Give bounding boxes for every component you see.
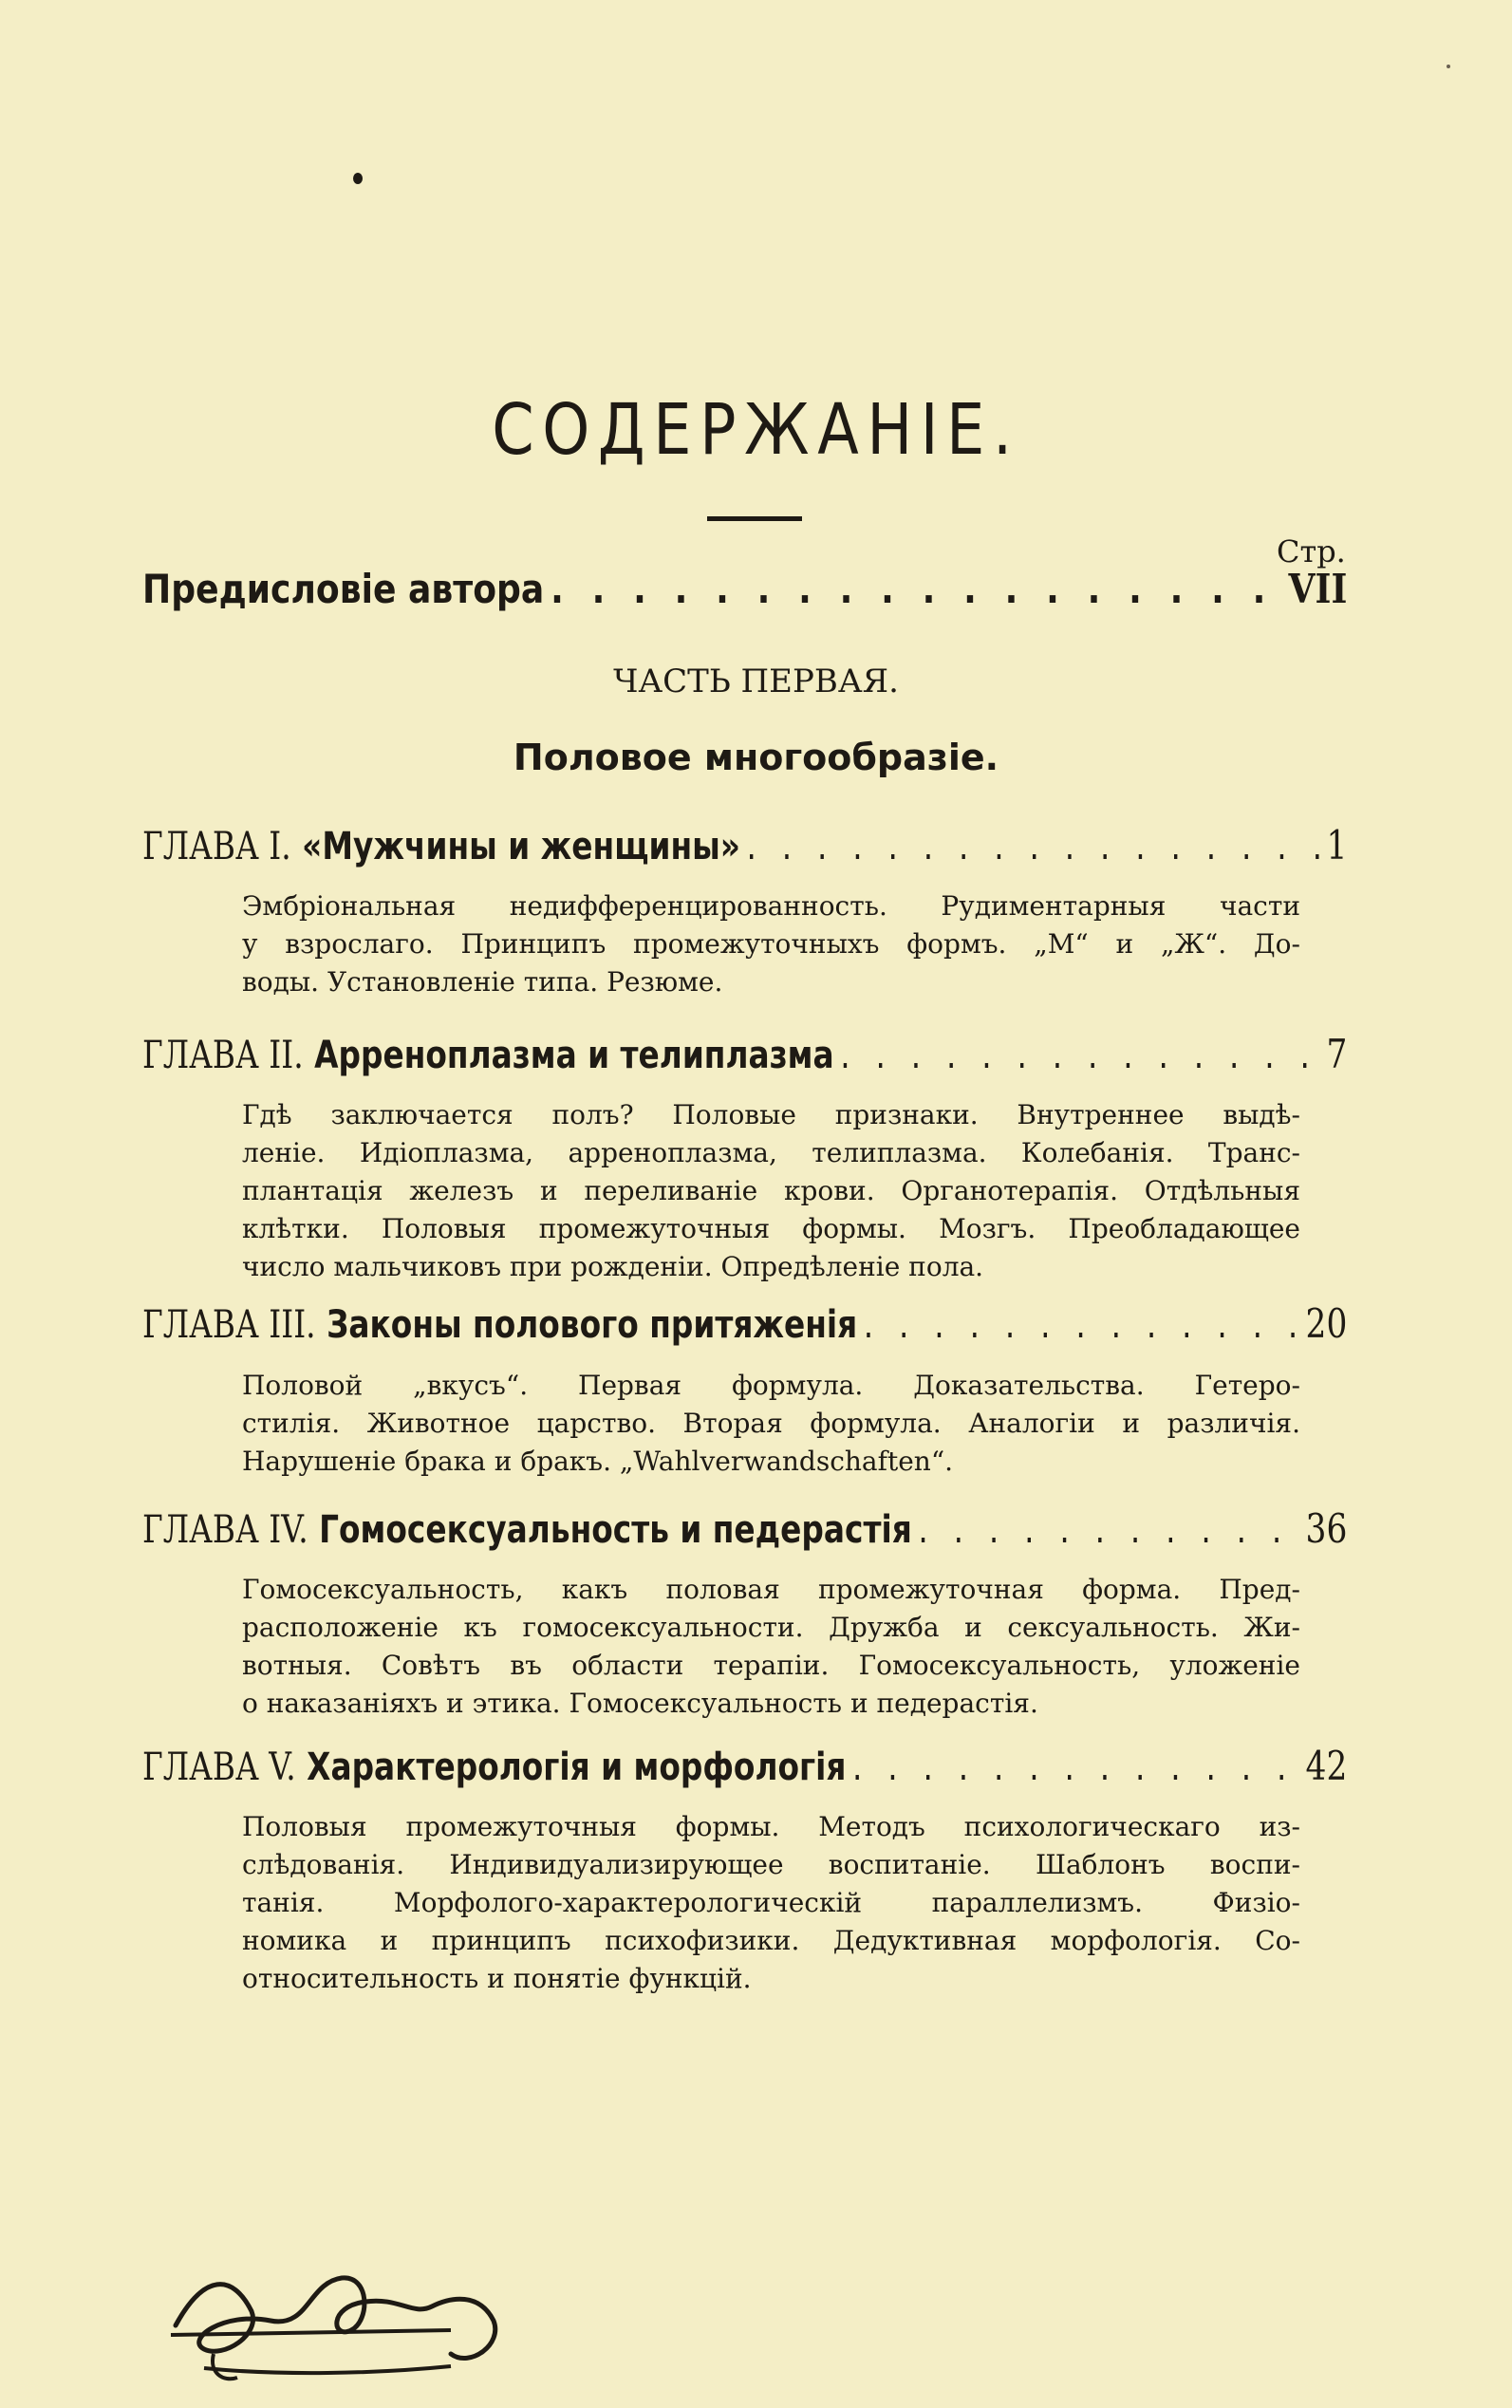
- summary-line: Гдѣ заключается полъ? Половые признаки. Внутреннее выдѣ-: [242, 1099, 1300, 1130]
- chapter-title: Гомосексуальность и педерастiя: [319, 1508, 912, 1552]
- chapter-entry: [142, 1743, 1347, 1789]
- summary-line: Нарушенiе брака и бракъ. „Wahlverwandschaften“.: [242, 1446, 954, 1477]
- ink-spot: [353, 173, 363, 184]
- summary-line: относительность и понятiе функцiй.: [242, 1963, 752, 1994]
- chapter-page: 1: [1326, 822, 1348, 868]
- part-subtitle: Половое многообразiе.: [513, 737, 999, 778]
- chapter-title: Арреноплазма и телиплазма: [314, 1034, 834, 1077]
- chapter-title: Характерологiя и морфологiя: [307, 1745, 847, 1789]
- summary-line: о наказанiяхъ и этика. Гомосексуальность и педерастiя.: [242, 1688, 1038, 1719]
- chapter-number: ГЛАВА I.: [142, 825, 291, 868]
- chapter-number: ГЛАВА IV.: [142, 1508, 308, 1552]
- chapter-summary: [242, 1367, 1300, 1481]
- leader-dots: [551, 566, 1282, 612]
- chapter-summary: [242, 1808, 1300, 1998]
- chapter-number: ГЛАВА III.: [142, 1303, 316, 1347]
- chapter-entry: [142, 1505, 1347, 1552]
- leader-dots: [852, 1745, 1299, 1789]
- chapter-entry: [142, 1300, 1347, 1347]
- page-column-label: Стр.: [1277, 533, 1346, 569]
- summary-line: Половыя промежуточныя формы. Методъ психологическаго из-: [242, 1811, 1300, 1842]
- summary-line: у взрослаго. Принципъ промежуточныхъ формъ. „М“ и „Ж“. До-: [242, 928, 1300, 960]
- summary-line: число мальчиковъ при рожденiи. Опредѣленiе пола.: [242, 1251, 984, 1282]
- summary-line: танiя. Морфолого-характерологическiй параллелизмъ. Физiо-: [242, 1887, 1300, 1918]
- preface-page: VII: [1288, 566, 1348, 612]
- ink-spot: [1447, 65, 1450, 68]
- summary-line: Половой „вкусъ“. Первая формула. Доказательства. Гетеро-: [242, 1370, 1300, 1401]
- summary-line: номика и принципъ психофизики. Дедуктивная морфологiя. Со-: [242, 1925, 1300, 1956]
- chapter-page: 42: [1305, 1743, 1348, 1789]
- summary-line: клѣтки. Половыя промежуточныя формы. Мозгъ. Преобладающее: [242, 1213, 1300, 1244]
- summary-line: ленiе. Идiоплазма, арреноплазма, телиплазма. Колебанiя. Транс-: [242, 1137, 1300, 1168]
- summary-line: стилiя. Животное царство. Вторая формула. Аналогiи и различiя.: [242, 1408, 1300, 1439]
- chapter-page: 7: [1326, 1031, 1348, 1077]
- page-title: СОДЕРЖАНIЕ.: [492, 389, 1020, 471]
- preface-entry: [142, 566, 1347, 612]
- chapter-summary: [242, 1096, 1300, 1286]
- leader-dots: [840, 1034, 1320, 1077]
- chapter-page: 20: [1305, 1300, 1348, 1347]
- leader-dots: [918, 1508, 1299, 1552]
- handwritten-signature: [166, 2254, 513, 2387]
- leader-dots: [864, 1303, 1299, 1347]
- summary-line: Гомосексуальность, какъ половая промежуточная форма. Пред-: [242, 1574, 1300, 1605]
- leader-dots: [747, 825, 1320, 868]
- chapter-entry: [142, 822, 1347, 868]
- chapter-title: Законы полового притяженiя: [327, 1303, 858, 1347]
- summary-line: Эмбрiональная недифференцированность. Рудиментарныя части: [242, 890, 1300, 922]
- chapter-summary: [242, 1571, 1300, 1723]
- chapter-page: 36: [1305, 1505, 1348, 1552]
- title-rule: [707, 516, 802, 521]
- summary-line: слѣдованiя. Индивидуализирующее воспитанiе. Шаблонъ воспи-: [242, 1849, 1300, 1880]
- chapter-number: ГЛАВА V.: [142, 1745, 296, 1789]
- chapter-number: ГЛАВА II.: [142, 1034, 304, 1077]
- chapter-title: «Мужчины и женщины»: [302, 825, 740, 868]
- summary-line: воды. Установленiе типа. Резюме.: [242, 966, 723, 998]
- chapter-summary: [242, 887, 1300, 1001]
- chapter-entry: [142, 1031, 1347, 1077]
- preface-label: Предисловiе автора: [142, 566, 545, 612]
- summary-line: вотныя. Совѣтъ въ области терапiи. Гомосексуальность, уложенiе: [242, 1650, 1300, 1681]
- summary-line: плантацiя железъ и переливанiе крови. Органотерапiя. Отдѣльныя: [242, 1175, 1300, 1206]
- part-heading: ЧАСТЬ ПЕРВАЯ.: [613, 663, 899, 700]
- summary-line: расположенiе къ гомосексуальности. Дружба и сексуальность. Жи-: [242, 1612, 1300, 1643]
